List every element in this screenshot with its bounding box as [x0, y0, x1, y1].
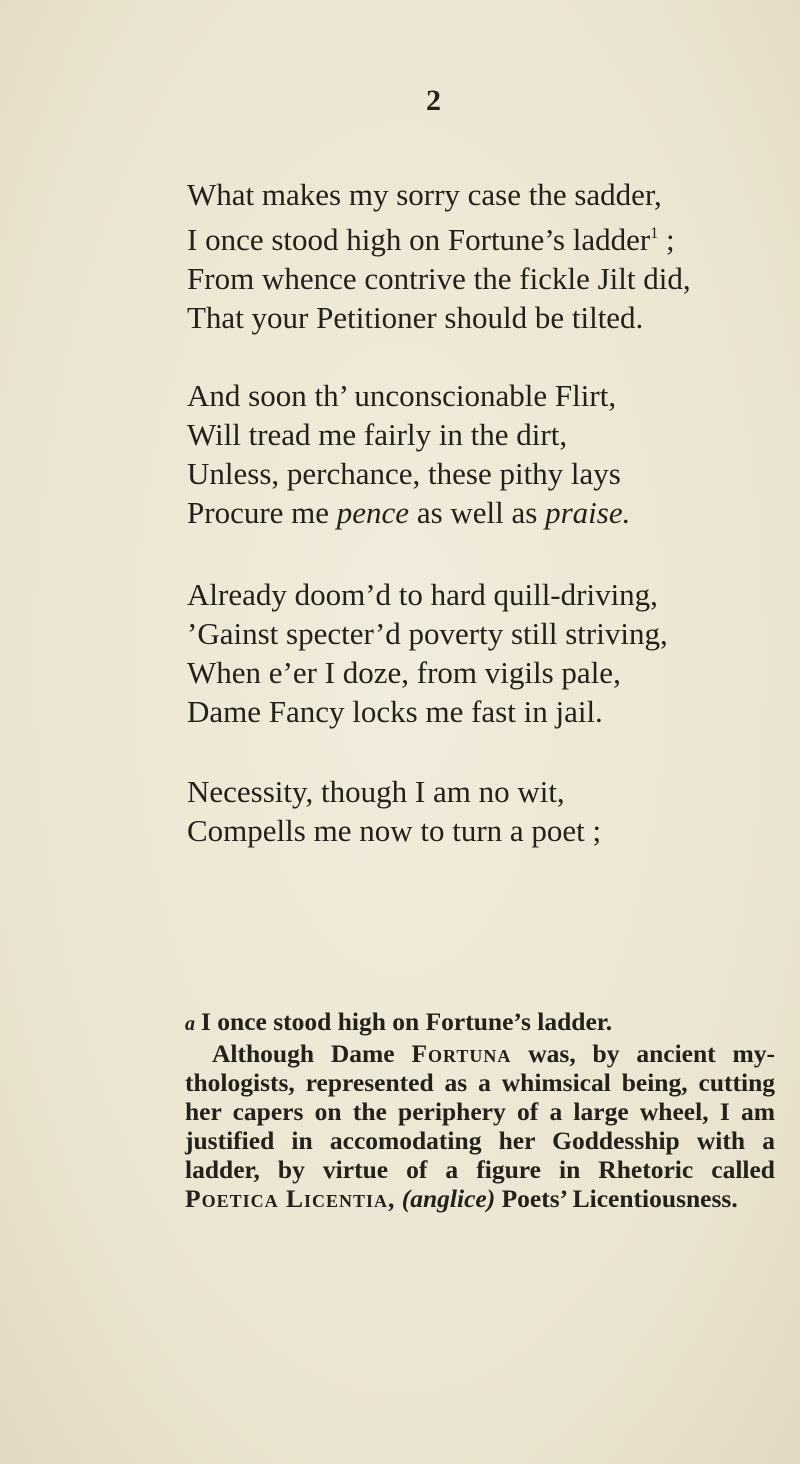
poem-line: [187, 493, 767, 532]
footnote-smallcaps: Poetica Licentia,: [185, 1184, 396, 1213]
footnote-heading: [185, 1007, 775, 1039]
poem-line-punct: ;: [665, 222, 675, 257]
poem-line: [187, 214, 767, 259]
footnote-heading-text: I once stood high on Fortune’s ladder.: [201, 1007, 613, 1036]
footnote-mark: 1: [650, 225, 659, 242]
poem-line: Dame Fancy locks me fast in jail.: [187, 694, 603, 729]
footnote-text: Although Dame: [212, 1039, 412, 1068]
footnote-text: Poets’ Licentiousness.: [495, 1184, 738, 1213]
footnote-letter: a: [185, 1013, 195, 1035]
stanza-4: [187, 772, 767, 850]
footnote-smallcaps: Fortuna: [411, 1039, 512, 1068]
poem-line: From whence contrive the fickle Jilt did,: [187, 261, 691, 296]
poem-line: Already doom’d to hard quill-driving,: [187, 577, 658, 612]
stanza-2: [187, 376, 767, 532]
poem-line: ’Gainst specter’d poverty still striving,: [187, 616, 668, 651]
poem-line: Compells me now to turn a poet ;: [187, 813, 602, 848]
stanza-3: [187, 575, 767, 731]
poem-line: What makes my sorry case the sadder,: [187, 177, 662, 212]
poem-line-text: I once stood high on Fortune’s ladder: [187, 222, 651, 257]
poem-line-text: Procure me: [187, 495, 337, 530]
footnote: [185, 1007, 775, 1213]
poem-line: Necessity, though I am no wit,: [187, 774, 565, 809]
poem-line: Unless, perchance, these pithy lays: [187, 456, 621, 491]
poem-line-italic: praise.: [545, 495, 631, 530]
poem-line: That your Petitioner should be tilted.: [187, 300, 644, 335]
poem-line-text: as well as: [409, 495, 546, 530]
footnote-body: [185, 1039, 775, 1213]
poem-line: And soon th’ unconscionable Flirt,: [187, 378, 617, 413]
footnote-italic: (anglice): [395, 1184, 496, 1213]
poem-line-italic: pence: [336, 495, 410, 530]
poem-line: When e’er I doze, from vigils pale,: [187, 655, 621, 690]
footnote-text: was, by ancient mythologists, represented as a whimsical being, cutting her capers on the periphery of a large wheel, I am justified in accomodating her Goddesship with a ladder, by virtue of a figure in Rhetoric called: [185, 1039, 775, 1184]
page-number: 2: [426, 84, 441, 117]
stanza-1: [187, 175, 767, 337]
poem-line: Will tread me fairly in the dirt,: [187, 417, 568, 452]
